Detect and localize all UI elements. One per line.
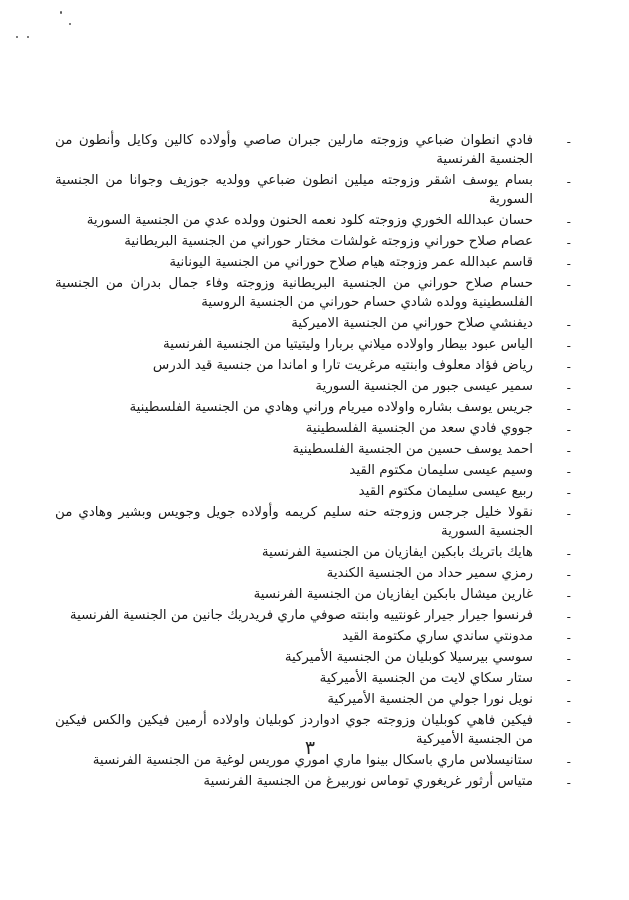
list-item: - جووي فادي سعد من الجنسية الفلسطينية — [55, 419, 545, 438]
list-item: - رمزي سمير حداد من الجنسية الكندية — [55, 564, 545, 583]
list-item: - غارين ميشال بابكين ايفازيان من الجنسية الفرنسية — [55, 585, 545, 604]
scan-speck — [27, 36, 29, 38]
list-item: - بسام يوسف اشقر وزوجته ميلين انطون ضباعي وولديه جوزيف وجوانا من الجنسية السورية — [55, 171, 545, 209]
list-item: - ستار سكاي لايت من الجنسية الأميركية — [55, 669, 545, 688]
list-item: - فادي انطوان ضباعي وزوجته مارلين جبران صاصي وأولاده كالين وكايل وأنطون من الجنسية الفرنسية — [55, 131, 545, 169]
list-item: - نويل نورا جولي من الجنسية الأميركية — [55, 690, 545, 709]
list-item: - ربيع عيسى سليمان مكتوم القيد — [55, 482, 545, 501]
list-item: - سمير عيسى جبور من الجنسية السورية — [55, 377, 545, 396]
scan-speck — [16, 36, 18, 38]
list-item: - مدونتي ساندي ساري مكتومة القيد — [55, 627, 545, 646]
list-item: - ديفنشي صلاح حوراني من الجنسية الاميركية — [55, 314, 545, 333]
list-item: - حسام صلاح حوراني من الجنسية البريطانية وزوجته وفاء جمال بدران من الجنسية الفلسطينية وولده شادي حسام حوراني من الجنسية الروسية — [55, 274, 545, 312]
list-item: - حسان عبدالله الخوري وزوجته كلود نعمه الحنون وولده عدي من الجنسية السورية — [55, 211, 545, 230]
list-item: - جريس يوسف بشاره واولاده ميريام وراني وهادي من الجنسية الفلسطينية — [55, 398, 545, 417]
list-item: - سوسي بيرسيلا كوبليان من الجنسية الأميركية — [55, 648, 545, 667]
page-number: ٣ — [304, 737, 316, 759]
list-item: - احمد يوسف حسين من الجنسية الفلسطينية — [55, 440, 545, 459]
list-item: - رياض فؤاد معلوف وابنتيه مرغريت تارا و اماندا من جنسية قيد الدرس — [55, 356, 545, 375]
list-item: - فيكين فاهي كوبليان وزوجته جوي ادواردز كوبليان واولاده أرمين فيكين والكس فيكين من الجنسية الأميركية — [55, 711, 545, 749]
scan-speck — [60, 11, 62, 14]
list-item: - نقولا خليل جرجس وزوجته حنه سليم كريمه وأولاده جويل وجويس وبشير وهادي من الجنسية السورية — [55, 503, 545, 541]
list-item: - الياس عبود بيطار واولاده ميلاني بربارا وليتيتيا من الجنسية الفرنسية — [55, 335, 545, 354]
list-item: - متياس أرثور غريغوري توماس نوربيرغ من الجنسية الفرنسية — [55, 772, 545, 791]
list-item: - وسيم عيسى سليمان مكتوم القيد — [55, 461, 545, 480]
list-item: - فرنسوا جيرار جيرار غونتييه وابنته صوفي ماري فريدريك جانين من الجنسية الفرنسية — [55, 606, 545, 625]
list-item: - قاسم عبدالله عمر وزوجته هيام صلاح حوراني من الجنسية اليونانية — [55, 253, 545, 272]
list-item: - هايك باتريك بابكين ايفازيان من الجنسية الفرنسية — [55, 543, 545, 562]
names-list — [55, 131, 545, 793]
list-item: - ستانيسلاس ماري باسكال بينوا ماري اموري موريس لوغية من الجنسية الفرنسية — [55, 751, 545, 770]
list-item: - عصام صلاح حوراني وزوجته غولشات مختار حوراني من الجنسية البريطانية — [55, 232, 545, 251]
scan-speck — [69, 23, 71, 25]
